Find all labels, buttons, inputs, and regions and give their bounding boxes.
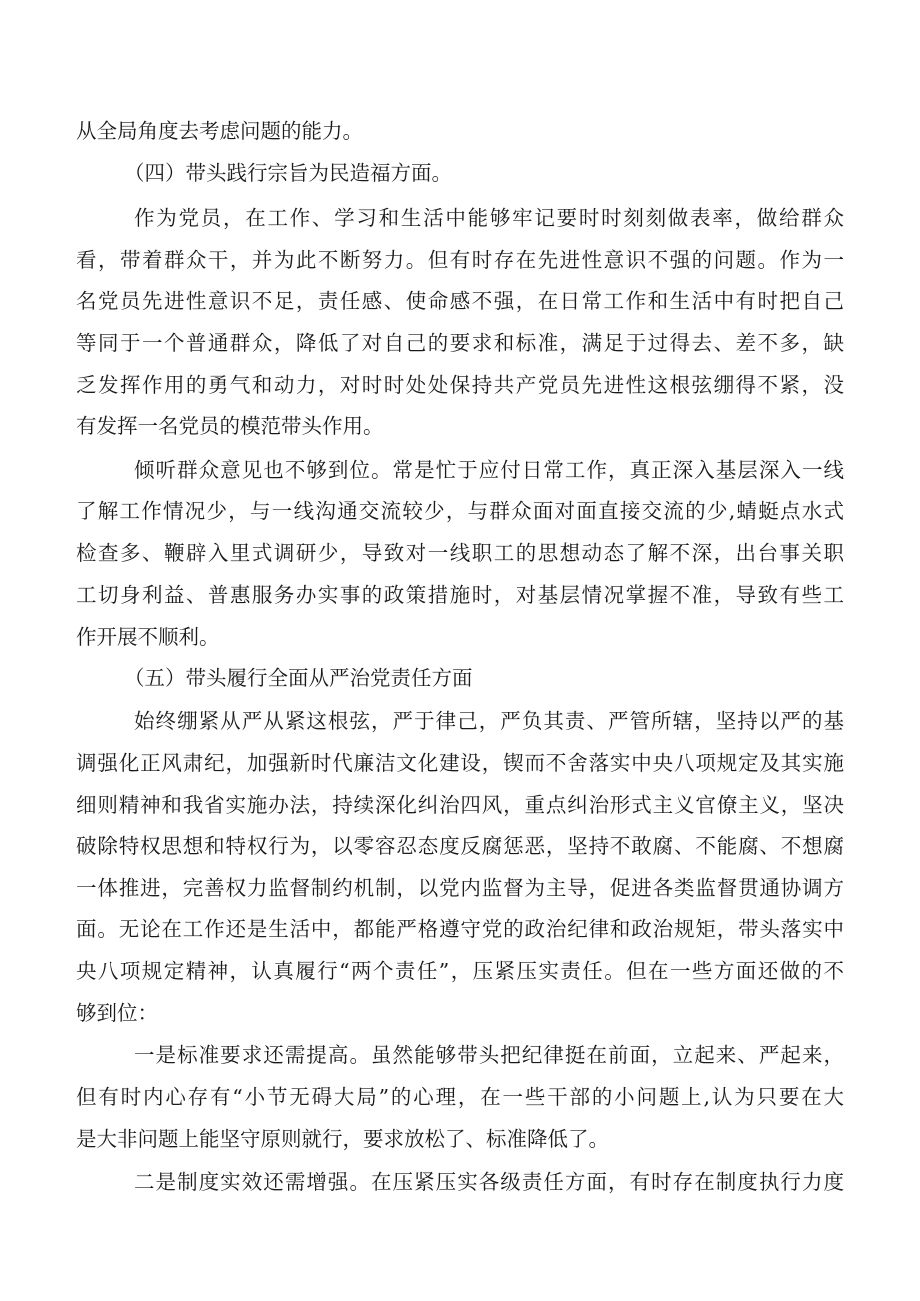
text-line: 够到位： (76, 1001, 158, 1025)
text-line: 工切身利益、普惠服务办实事的政策措施时，对基层情况掌握不准，导致有些工 (76, 583, 844, 607)
text-line: 看，带着群众干，并为此不断努力。但有时存在先进性意识不强的问题。作为一 (76, 248, 844, 272)
text-line: 作为党员，在工作、学习和生活中能够牢记要时时刻刻做表率，做给群众 (134, 206, 844, 230)
text-line: 倾听群众意见也不够到位。常是忙于应付日常工作，真正深入基层深入一线 (134, 458, 844, 482)
text-line: 有发挥一名党员的模范带头作用。 (76, 414, 384, 438)
text-line: 调强化正风肃纪，加强新时代廉洁文化建设，锲而不舍落实中央八项规定及其实施 (76, 751, 844, 775)
text-line: 了解工作情况少，与一线沟通交流较少，与群众面对面直接交流的少,蜻蜓点水式 (76, 499, 844, 523)
text-line: 二是制度实效还需增强。在压紧压实各级责任方面，有时存在制度执行力度 (134, 1170, 844, 1194)
section-heading: （四）带头践行宗旨为民造福方面。 (124, 161, 452, 185)
text-line: 面。无论在工作还是生活中，都能严格遵守党的政治纪律和政治规矩，带头落实中 (76, 917, 844, 941)
section-heading: （五）带头履行全面从严治党责任方面 (124, 666, 473, 690)
text-line: 检查多、鞭辟入里式调研少，导致对一线职工的思想动态了解不深，出台事关职 (76, 541, 844, 565)
text-line: 等同于一个普通群众，降低了对自己的要求和标准，满足于过得去、差不多，缺 (76, 331, 844, 355)
text-line: 但有时内心存有“小节无碍大局”的心理，在一些干部的小问题上,认为只要在大 (76, 1085, 844, 1109)
text-line: 作开展不顺利。 (76, 625, 220, 649)
text-line: 一是标准要求还需提高。虽然能够带头把纪律挺在前面，立起来、严起来， (134, 1043, 844, 1067)
text-line: 破除特权思想和特权行为，以零容忍态度反腐惩恶，坚持不敢腐、不能腐、不想腐 (76, 834, 844, 858)
text-line: 一体推进，完善权力监督制约机制，以党内监督为主导，促进各类监督贯通协调方 (76, 876, 844, 900)
text-line: 是大非问题上能坚守原则就行，要求放松了、标准降低了。 (76, 1127, 609, 1151)
text-line: 央八项规定精神，认真履行“两个责任”，压紧压实责任。但在一些方面还做的不 (76, 959, 844, 983)
text-line: 始终绷紧从严从紧这根弦，严于律己，严负其责、严管所辖，坚持以严的基 (134, 709, 844, 733)
text-line: 细则精神和我省实施办法，持续深化纠治四风，重点纠治形式主义官僚主义，坚决 (76, 793, 844, 817)
text-line: 名党员先进性意识不足，责任感、使命感不强，在日常工作和生活中有时把自己 (76, 289, 844, 313)
text-line: 从全局角度去考虑问题的能力。 (76, 119, 363, 143)
text-line: 乏发挥作用的勇气和动力，对时时处处保持共产党员先进性这根弦绷得不紧，没 (76, 373, 844, 397)
